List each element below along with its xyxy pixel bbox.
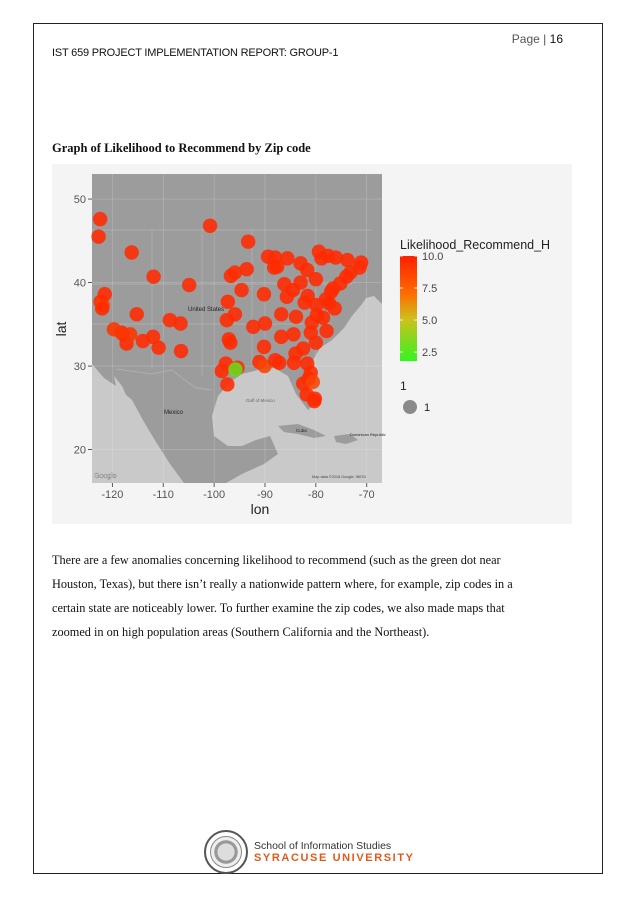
zip-point <box>241 234 255 248</box>
legend-size-value: 1 <box>424 402 431 414</box>
paragraph-line: certain state are noticeably lower. To further examine the zip codes, we also made maps that <box>52 601 505 615</box>
zip-point <box>352 260 366 274</box>
zip-point <box>257 340 271 354</box>
legend-size-title: 1 <box>400 379 407 393</box>
zip-point <box>107 322 121 336</box>
y-tick-label: 20 <box>73 444 86 457</box>
zip-point <box>221 295 235 309</box>
zip-point <box>272 356 286 370</box>
x-tick-label: -70 <box>358 489 375 501</box>
label-cuba: Cuba <box>296 428 307 433</box>
x-tick-label: -110 <box>152 489 174 501</box>
zip-point <box>289 310 303 324</box>
zip-point <box>274 330 288 344</box>
legend-color-title: Likelihood_Recommend_H <box>400 238 551 252</box>
zip-point <box>203 219 217 233</box>
zip-point <box>91 229 105 243</box>
zip-point <box>319 324 333 338</box>
legend-size-key <box>403 400 417 414</box>
colorbar-tick-label: 2.5 <box>422 347 438 360</box>
label-mexico: Mexico <box>164 410 184 416</box>
x-axis-label: lon <box>250 501 270 517</box>
zip-point <box>124 245 138 259</box>
zip-point <box>304 325 318 339</box>
report-header: IST 659 PROJECT IMPLEMENTATION REPORT: GROUP-1 <box>52 47 339 59</box>
x-tick-label: -90 <box>257 489 273 501</box>
zip-point <box>309 272 323 286</box>
zip-point <box>182 278 196 292</box>
zip-point <box>98 287 112 301</box>
university-seal-icon <box>204 830 248 874</box>
zip-point <box>257 287 271 301</box>
zip-point <box>93 212 107 226</box>
zip-point <box>293 256 307 270</box>
zip-point <box>293 275 307 289</box>
zip-point <box>130 307 144 321</box>
label-dominican: Dominican Republic <box>350 432 386 437</box>
zip-point <box>280 251 294 265</box>
zip-point <box>288 346 302 360</box>
y-tick-label: 50 <box>73 194 86 207</box>
zip-point <box>234 283 248 297</box>
zip-point <box>228 362 242 376</box>
zip-point <box>312 244 326 258</box>
y-axis-label: lat <box>53 321 69 337</box>
map-attribution: Map data ©2018 Google, INEGI <box>312 475 366 479</box>
x-tick-label: -100 <box>203 489 226 501</box>
colorbar-tick-label: 5.0 <box>422 315 438 328</box>
y-tick-label: 40 <box>73 277 86 290</box>
zip-point <box>146 270 160 284</box>
zip-point <box>136 334 150 348</box>
x-tick-label: -120 <box>101 489 124 501</box>
paragraph-line: Houston, Texas), but there isn’t really a nationwide pattern where, for example, zip codes in a <box>52 577 513 591</box>
zip-point <box>123 327 137 341</box>
zip-point <box>220 377 234 391</box>
zip-point <box>306 375 320 389</box>
zip-point <box>95 301 109 315</box>
zip-point <box>239 262 253 276</box>
page-number-value: 16 <box>549 32 563 46</box>
label-united-states: United States <box>188 307 225 313</box>
page-number <box>512 32 563 46</box>
google-logo <box>94 473 117 480</box>
zip-point <box>274 307 288 321</box>
page-separator: | <box>543 32 547 46</box>
page-label: Page <box>511 32 540 46</box>
label-gulf: Gulf of Mexico <box>246 398 275 403</box>
school-name: School of Information Studies <box>254 839 392 852</box>
zip-point <box>300 387 314 401</box>
zip-point <box>309 298 323 312</box>
paragraph-line: There are a few anomalies concerning likelihood to recommend (such as the green dot near <box>52 553 501 567</box>
zip-point <box>267 260 281 274</box>
zip-point <box>258 316 272 330</box>
map-figure <box>52 164 572 524</box>
university-name: SYRACUSE UNIVERSITY <box>254 851 415 864</box>
zip-point <box>286 327 300 341</box>
zip-point <box>215 364 229 378</box>
x-tick-label: -80 <box>307 489 324 501</box>
y-tick-label: 30 <box>73 361 86 374</box>
zip-point <box>222 332 236 346</box>
zip-point <box>228 307 242 321</box>
paragraph-line: zoomed in on high population areas (Southern California and the Northeast). <box>52 625 430 639</box>
legend-colorbar <box>400 256 417 361</box>
colorbar-tick-label: 10.0 <box>422 251 444 263</box>
map-panel <box>92 174 386 483</box>
body-paragraph <box>52 548 572 644</box>
footer-logo <box>204 830 415 874</box>
figure-title: Graph of Likelihood to Recommend by Zip code <box>52 141 311 155</box>
zip-point <box>151 341 165 355</box>
colorbar-tick-label: 7.5 <box>422 283 438 296</box>
svg-text:Google: Google <box>94 473 117 480</box>
zip-point <box>174 344 188 358</box>
zip-point <box>173 316 187 330</box>
